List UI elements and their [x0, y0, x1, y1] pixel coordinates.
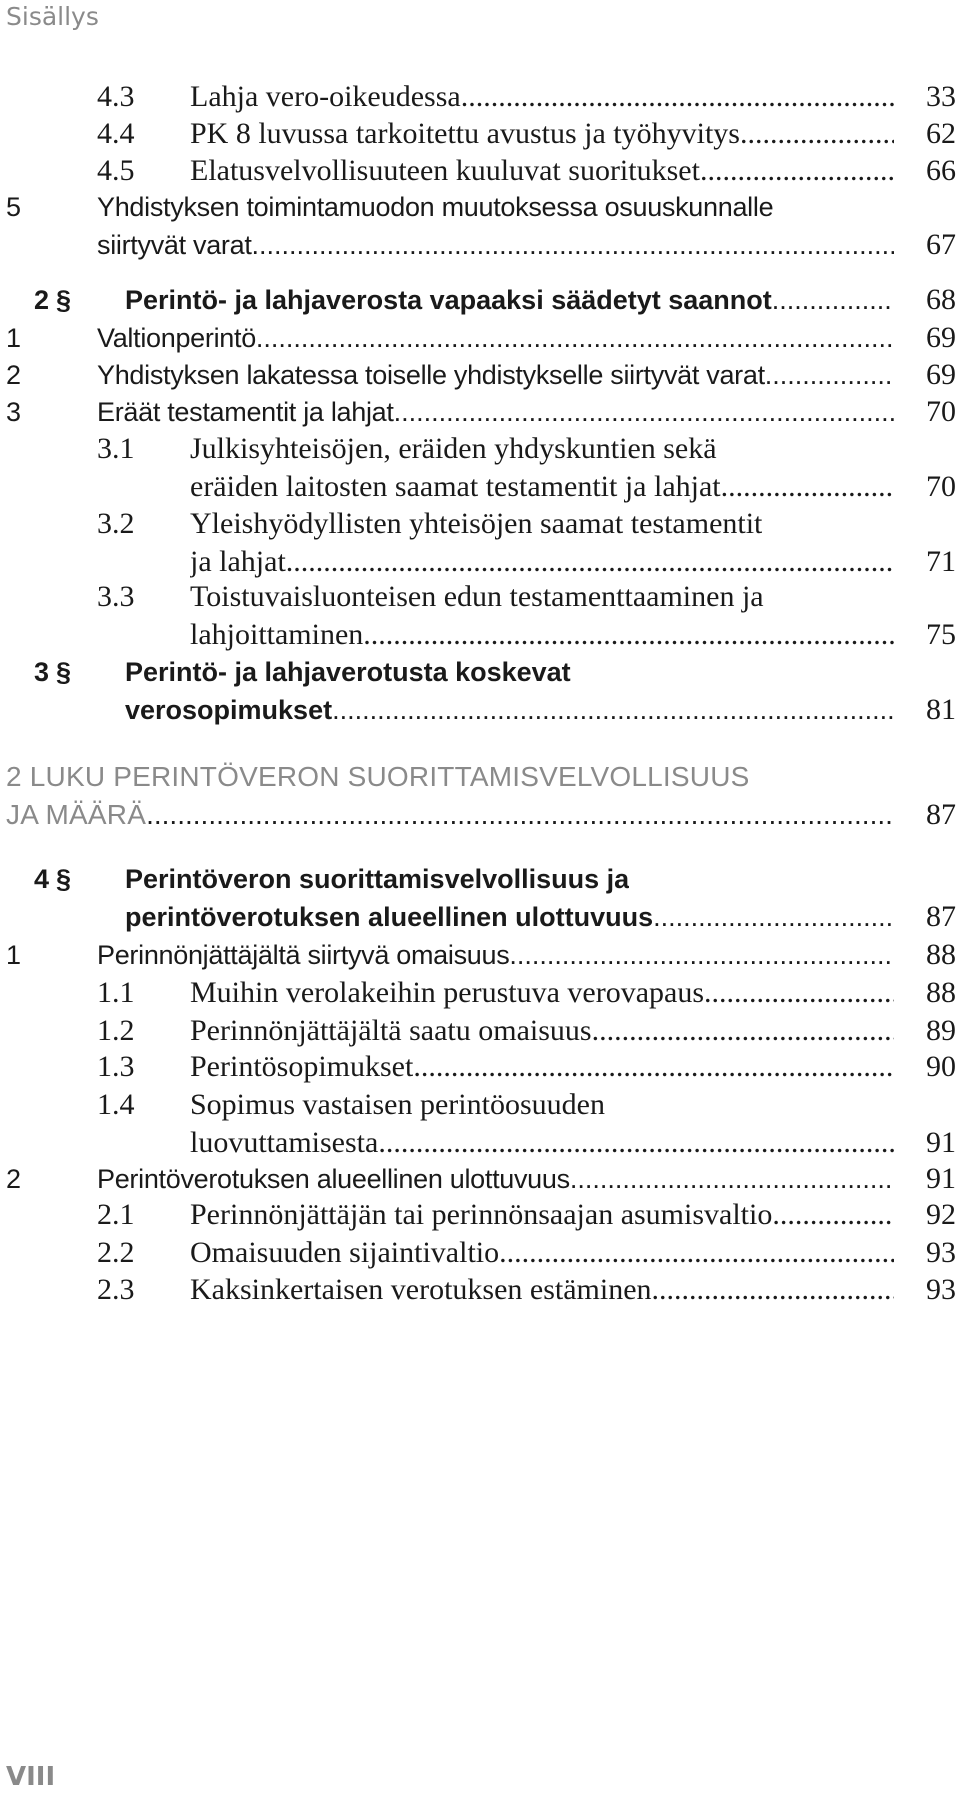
toc-entry-title: Perinnönjättäjän tai perinnönsaajan asumisvaltio: [190, 1198, 773, 1231]
toc-page-number: 88: [926, 976, 956, 1009]
toc-page-number: 66: [926, 154, 956, 187]
dot-leader: [256, 319, 894, 357]
toc-entry-title: JA MÄÄRÄ: [6, 799, 147, 830]
dot-leader: [772, 1196, 894, 1234]
toc-entry-number: 1.2: [97, 1014, 135, 1047]
dot-leader: [363, 616, 894, 654]
toc-page-number: 68: [926, 283, 956, 316]
toc-page-number: 33: [926, 80, 956, 113]
dot-leader: [765, 356, 894, 394]
toc-entry-number: 1.4: [97, 1088, 135, 1121]
toc-page-number: 93: [926, 1273, 956, 1306]
toc-entry-number: 3.1: [97, 432, 135, 465]
toc-entry-number: 2.1: [97, 1198, 135, 1231]
toc-entry-title: Perintösopimukset: [190, 1050, 414, 1083]
section-sign: §: [56, 285, 72, 315]
toc-page-number: 67: [926, 228, 956, 261]
toc-page-number: 87: [926, 900, 956, 933]
toc-page-number: 69: [926, 321, 956, 354]
toc-entry-title: Eräät testamentit ja lahjat: [97, 397, 394, 427]
toc-entry-number: 4.3: [97, 80, 135, 113]
toc-entry-title: Sopimus vastaisen perintöosuuden: [190, 1088, 605, 1121]
toc-entry-title: verosopimukset: [125, 695, 333, 725]
toc-page-number: 93: [926, 1236, 956, 1269]
toc-page-number: 90: [926, 1050, 956, 1083]
toc-page-number: 69: [926, 358, 956, 391]
dot-leader: [332, 691, 894, 729]
toc-entry-number: 3: [6, 397, 21, 427]
dot-leader: [700, 152, 894, 190]
toc-entry-number: 4: [34, 864, 50, 894]
toc-entry-title: Perintö- ja lahjaverosta vapaaksi säädetyt saannot: [125, 285, 772, 315]
dot-leader: [570, 1160, 894, 1198]
toc-entry-title: ja lahjat: [190, 545, 286, 578]
section-sign: §: [56, 864, 72, 894]
dot-leader: [286, 543, 894, 581]
toc-page-number: 88: [926, 938, 956, 971]
toc-entry-title: Yhdistyksen lakatessa toiselle yhdistykselle siirtyvät varat: [97, 360, 765, 390]
toc-entry-title: Perinnönjättäjältä saatu omaisuus: [190, 1014, 592, 1047]
toc-page-number: 62: [926, 117, 956, 150]
dot-leader: [509, 936, 894, 974]
toc-entry-title: luovuttamisesta: [190, 1126, 379, 1159]
toc-entry-title: Yhdistyksen toimintamuodon muutoksessa osuuskunnalle: [97, 192, 774, 222]
dot-leader: [653, 898, 894, 936]
toc-page-number: 70: [926, 395, 956, 428]
toc-entry-number: 2.3: [97, 1273, 135, 1306]
toc-entry-title: Omaisuuden sijaintivaltio: [190, 1236, 500, 1269]
toc-entry-title: 2 LUKU PERINTÖVERON SUORITTAMISVELVOLLISUUS: [6, 761, 750, 792]
dot-leader: [394, 393, 894, 431]
toc-entry-title: Julkisyhteisöjen, eräiden yhdyskuntien sekä: [190, 432, 717, 465]
toc-page-number: 70: [926, 470, 956, 503]
running-header: Sisällys: [6, 2, 99, 31]
toc-entry-title: Toistuvaisluonteisen edun testamenttaaminen ja: [190, 580, 764, 613]
dot-leader: [592, 1012, 894, 1050]
toc-entry-number: 2: [34, 285, 50, 315]
dot-leader: [499, 1234, 894, 1272]
toc-entry-title: Perintöverotuksen alueellinen ulottuvuus: [97, 1164, 570, 1194]
toc-entry-number: 5: [6, 192, 21, 222]
toc-entry-title: Perintö- ja lahjaverotusta koskevat: [125, 657, 571, 687]
dot-leader: [146, 796, 894, 834]
toc-entry-title: Elatusvelvollisuuteen kuuluvat suoritukset: [190, 154, 700, 187]
toc-entry-title: Lahja vero-oikeudessa: [190, 80, 461, 113]
toc-entry-title: Muihin verolakeihin perustuva verovapaus: [190, 976, 705, 1009]
toc-entry-number: 2: [6, 1164, 21, 1194]
toc-page-number: 75: [926, 618, 956, 651]
toc-entry-title: Yleishyödyllisten yhteisöjen saamat testamentit: [190, 507, 763, 540]
dot-leader: [461, 78, 894, 116]
dot-leader: [652, 1271, 894, 1309]
toc-entry-title: Kaksinkertaisen verotuksen estäminen: [190, 1273, 652, 1306]
dot-leader: [772, 281, 894, 319]
toc-page-number: 92: [926, 1198, 956, 1231]
toc-entry-title: PK 8 luvussa tarkoitettu avustus ja työhyvitys: [190, 117, 740, 150]
dot-leader: [252, 226, 894, 264]
toc-entry-title: Valtionperintö: [97, 323, 256, 353]
toc-page-number: 71: [926, 545, 956, 578]
dot-leader: [740, 115, 894, 153]
toc-page-number: 91: [926, 1126, 956, 1159]
toc-entry-number: 2: [6, 360, 21, 390]
section-sign: §: [56, 657, 72, 687]
toc-entry-number: 2.2: [97, 1236, 135, 1269]
dot-leader: [378, 1124, 894, 1162]
toc-entry-number: 3.3: [97, 580, 135, 613]
toc-entry-number: 4.4: [97, 117, 135, 150]
toc-entry-title: Perintöveron suorittamisvelvollisuus ja: [125, 864, 630, 894]
toc-entry-number: 3: [34, 657, 50, 687]
toc-entry-title: siirtyvät varat: [97, 230, 252, 260]
toc-entry-number: 1: [6, 323, 21, 353]
toc-page-number: 89: [926, 1014, 956, 1047]
toc-entry-title: perintöverotuksen alueellinen ulottuvuus: [125, 902, 654, 932]
toc-page-number: 91: [926, 1162, 956, 1195]
toc-entry-number: 1: [6, 940, 21, 970]
dot-leader: [721, 468, 894, 506]
toc-page-number: 81: [926, 693, 956, 726]
toc-page-number: 87: [926, 798, 956, 831]
page-number: VIII: [6, 1762, 56, 1792]
dot-leader: [704, 974, 894, 1012]
toc-entry-title: lahjoittaminen: [190, 618, 364, 651]
toc-entry-number: 4.5: [97, 154, 135, 187]
toc-entry-title: eräiden laitosten saamat testamentit ja lahjat: [190, 470, 721, 503]
toc-entry-number: 3.2: [97, 507, 135, 540]
toc-entry-number: 1.3: [97, 1050, 135, 1083]
toc-entry-number: 1.1: [97, 976, 135, 1009]
dot-leader: [413, 1048, 894, 1086]
toc-entry-title: Perinnönjättäjältä siirtyvä omaisuus: [97, 940, 510, 970]
